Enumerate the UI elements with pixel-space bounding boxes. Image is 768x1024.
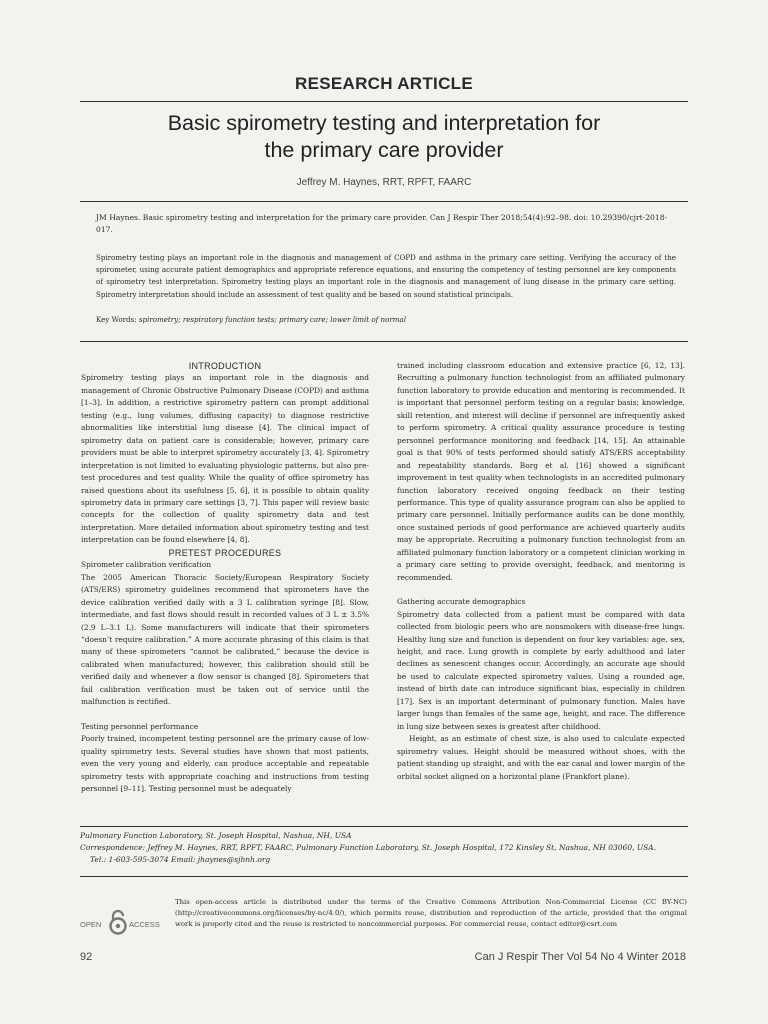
height-paragraph: Height, as an estimate of chest size, is also used to calculate expected spirometry values. Height should be measured without shoes, with the patient standing up straight, and with the ear canal and lower margin of the orbital socket aligned on a horizontal plane (Frankfort plane). [397, 734, 685, 781]
header-rule [80, 101, 688, 102]
license-rule [80, 876, 688, 877]
license-text: This open-access article is distributed under the terms of the Creative Commons Attribution Non-Commercial License (CC BY-NC) (http://creativecommons.org/licenses/by-nc/4.0/), which permits reuse, distribution and reproduction of the article, provided that the original work is properly cited and the reuse is restricted to noncommercial purposes. For commercial reuse, contact editor@csrt.com [175, 898, 687, 928]
section-label: RESEARCH ARTICLE [295, 74, 473, 93]
keywords-label: Key Words: [96, 315, 137, 324]
affiliation [80, 830, 688, 866]
affiliation-line: Pulmonary Function Laboratory, St. Joseph Hospital, Nashua, NH, USA [80, 831, 352, 840]
logo-open-text: OPEN [80, 920, 102, 929]
article-title [80, 110, 688, 164]
pretest-heading: PRETEST PROCEDURES [168, 547, 282, 558]
training-paragraph: trained including classroom education and extensive practice [6, 12, 13]. Recruiting a pulmonary function technologist from an affiliated pulmonary function laboratory to provide education and mentoring is recommended. It is important that personnel perform testing on a regular basis; knowledge, skill retention, and interest will decline if personnel are infrequently asked to perform spirometry. A critical quality assurance procedure is testing personnel performance monitoring and feedback [14, 15]. An attainable goal is that 90% of tests performed should satisfy ATS/ERS acceptability and repeatability standards. Borg et al. [16] showed a significant improvement in test quality when technologists in an accredited pulmonary function laboratory received ongoing feedback on their testing performance. This type of quality assurance program can also be applied to primary care personnel. Initially performance audits can be done monthly, once sustained periods of good performance are achieved quarterly audits may be appropriate. Recruiting a pulmonary function technologist from an affiliated pulmonary function laboratory or a competent clinician working in a primary care setting to provide oversight, feedback, and mentoring is recommended. [397, 361, 685, 582]
left-column [81, 360, 369, 795]
citation: JM Haynes. Basic spirometry testing and interpretation for the primary care provider. Can J Respir Ther 2018;54(4):92–98. doi: 10.29390/cjrt-2018-017. [96, 213, 668, 234]
contact-line: Tel.: 1-603-595-3074 Email: jhaynes@sjhnh.org [90, 855, 271, 864]
journal-citation: Can J Respir Ther Vol 54 No 4 Winter 2018 [474, 951, 686, 963]
abstract: Spirometry testing plays an important role in the diagnosis and management of COPD and asthma in the primary care setting. Verifying the accuracy of the spirometer, using accurate patient demographics and appropriate reference equations, and ensuring the competency of testing personnel are key components of spirometry test interpretation. Spirometry testing plays an important role in the diagnosis and management of lung disease in the primary care setting. Spirometry interpretation should include an assessment of test quality and be based on sound statistical principals. [96, 253, 676, 299]
title-rule [80, 201, 688, 202]
intro-heading: INTRODUCTION [188, 361, 262, 371]
correspondence-line: Correspondence: Jeffrey M. Haynes, RRT, RPFT, FAARC, Pulmonary Function Laboratory, St. Joseph Hospital, 172 Kinsley St, Nashua, NH 03060, USA. [80, 843, 657, 852]
keywords-list: spirometry; respiratory function tests; primary care; lower limit of normal [138, 315, 406, 324]
intro-paragraph: Spirometry testing plays an important role in the diagnosis and management of Chronic Obstructive Pulmonary Disease (COPD) and asthma [1–3]. In addition, a restrictive spirometry pattern can prompt additional testing (e.g., lung volumes, diffusing capacity) to diagnose restrictive abnormalities like interstitial lung disease [4]. The clinical impact of spirometry data on patient care is considerable; however, primary care providers must be able to interpret spirometry accurately [3, 4]. Spirometry interpretation is not limited to evaluating physiologic patterns, but also pre-test procedures and test quality. While the quality of office spirometry has raised questions about its usefulness [5, 6], it is possible to obtain quality spirometry data in primary care settings [3, 7]. This paper will review basic concepts for the collection of quality spirometry data and test interpretation. More detailed information about spirometry testing and test interpretation can be found elsewhere [4, 8]. [81, 373, 369, 545]
keywords [96, 314, 676, 326]
open-access-logo [80, 908, 166, 938]
author-line: Jeffrey M. Haynes, RRT, RPFT, FAARC [296, 177, 472, 188]
page-number: 92 [80, 951, 93, 963]
affiliation-rule [80, 826, 688, 827]
personnel-paragraph: Poorly trained, incompetent testing personnel are the primary cause of low-quality spirometry tests. Several studies have shown that most patients, even the very young and elderly, can produce acceptable and repeatable spirometry tests with appropriate coaching and instructions from testing personnel [9–11]. Testing personnel must be adequately [81, 734, 369, 793]
right-column [397, 360, 685, 783]
personnel-heading: Testing personnel performance [81, 721, 199, 731]
title-line-1: Basic spirometry testing and interpretation for [167, 111, 601, 135]
calibration-heading: Spirometer calibration verification [81, 560, 212, 570]
open-access-lock-icon [80, 908, 166, 938]
title-line-2: the primary care provider [264, 138, 504, 162]
demographics-heading: Gathering accurate demographics [397, 597, 526, 607]
calibration-paragraph: The 2005 American Thoracic Society/European Respiratory Society (ATS/ERS) spirometry guidelines recommend that spirometers have the device calibration verified daily with a 3 L calibration syringe [8]. Slow, intermediate, and fast flows should result in recorded values of 3 L ± 3.5% (2.9 L–3.1 L). Some manufacturers will indicate that their spirometers “doesn’t require calibration.” A more accurate phrasing of this claim is that many of these spirometers “cannot be calibrated,” because the device is calibrated when manufactured; however, this calibration should still be verified daily and whenever a flow sensor is changed [8]. Spirometers that fail calibration verification must be taken out of service until the malfunction is rectified. [81, 572, 369, 707]
logo-access-text: ACCESS [129, 920, 160, 929]
demographics-paragraph: Spirometry data collected from a patient must be compared with data collected from biologic peers who are nonsmokers with disease-free lungs. Healthy lung size and function is dependent on four key variables: age, sex, height, and race. Lung growth is complete by early adulthood and later declines as senescent changes occur. Accordingly, an accurate age should be used to calculate expected spirometry values. Using a rounded age, instead of birth date can introduce significant bias, especially in children [17]. Sex is an important determinant of pulmonary function. Males have larger lungs than females of the same age, height, and race. The difference in lung size between sexes is greatest after childhood. [397, 609, 685, 731]
abstract-rule [80, 341, 688, 342]
